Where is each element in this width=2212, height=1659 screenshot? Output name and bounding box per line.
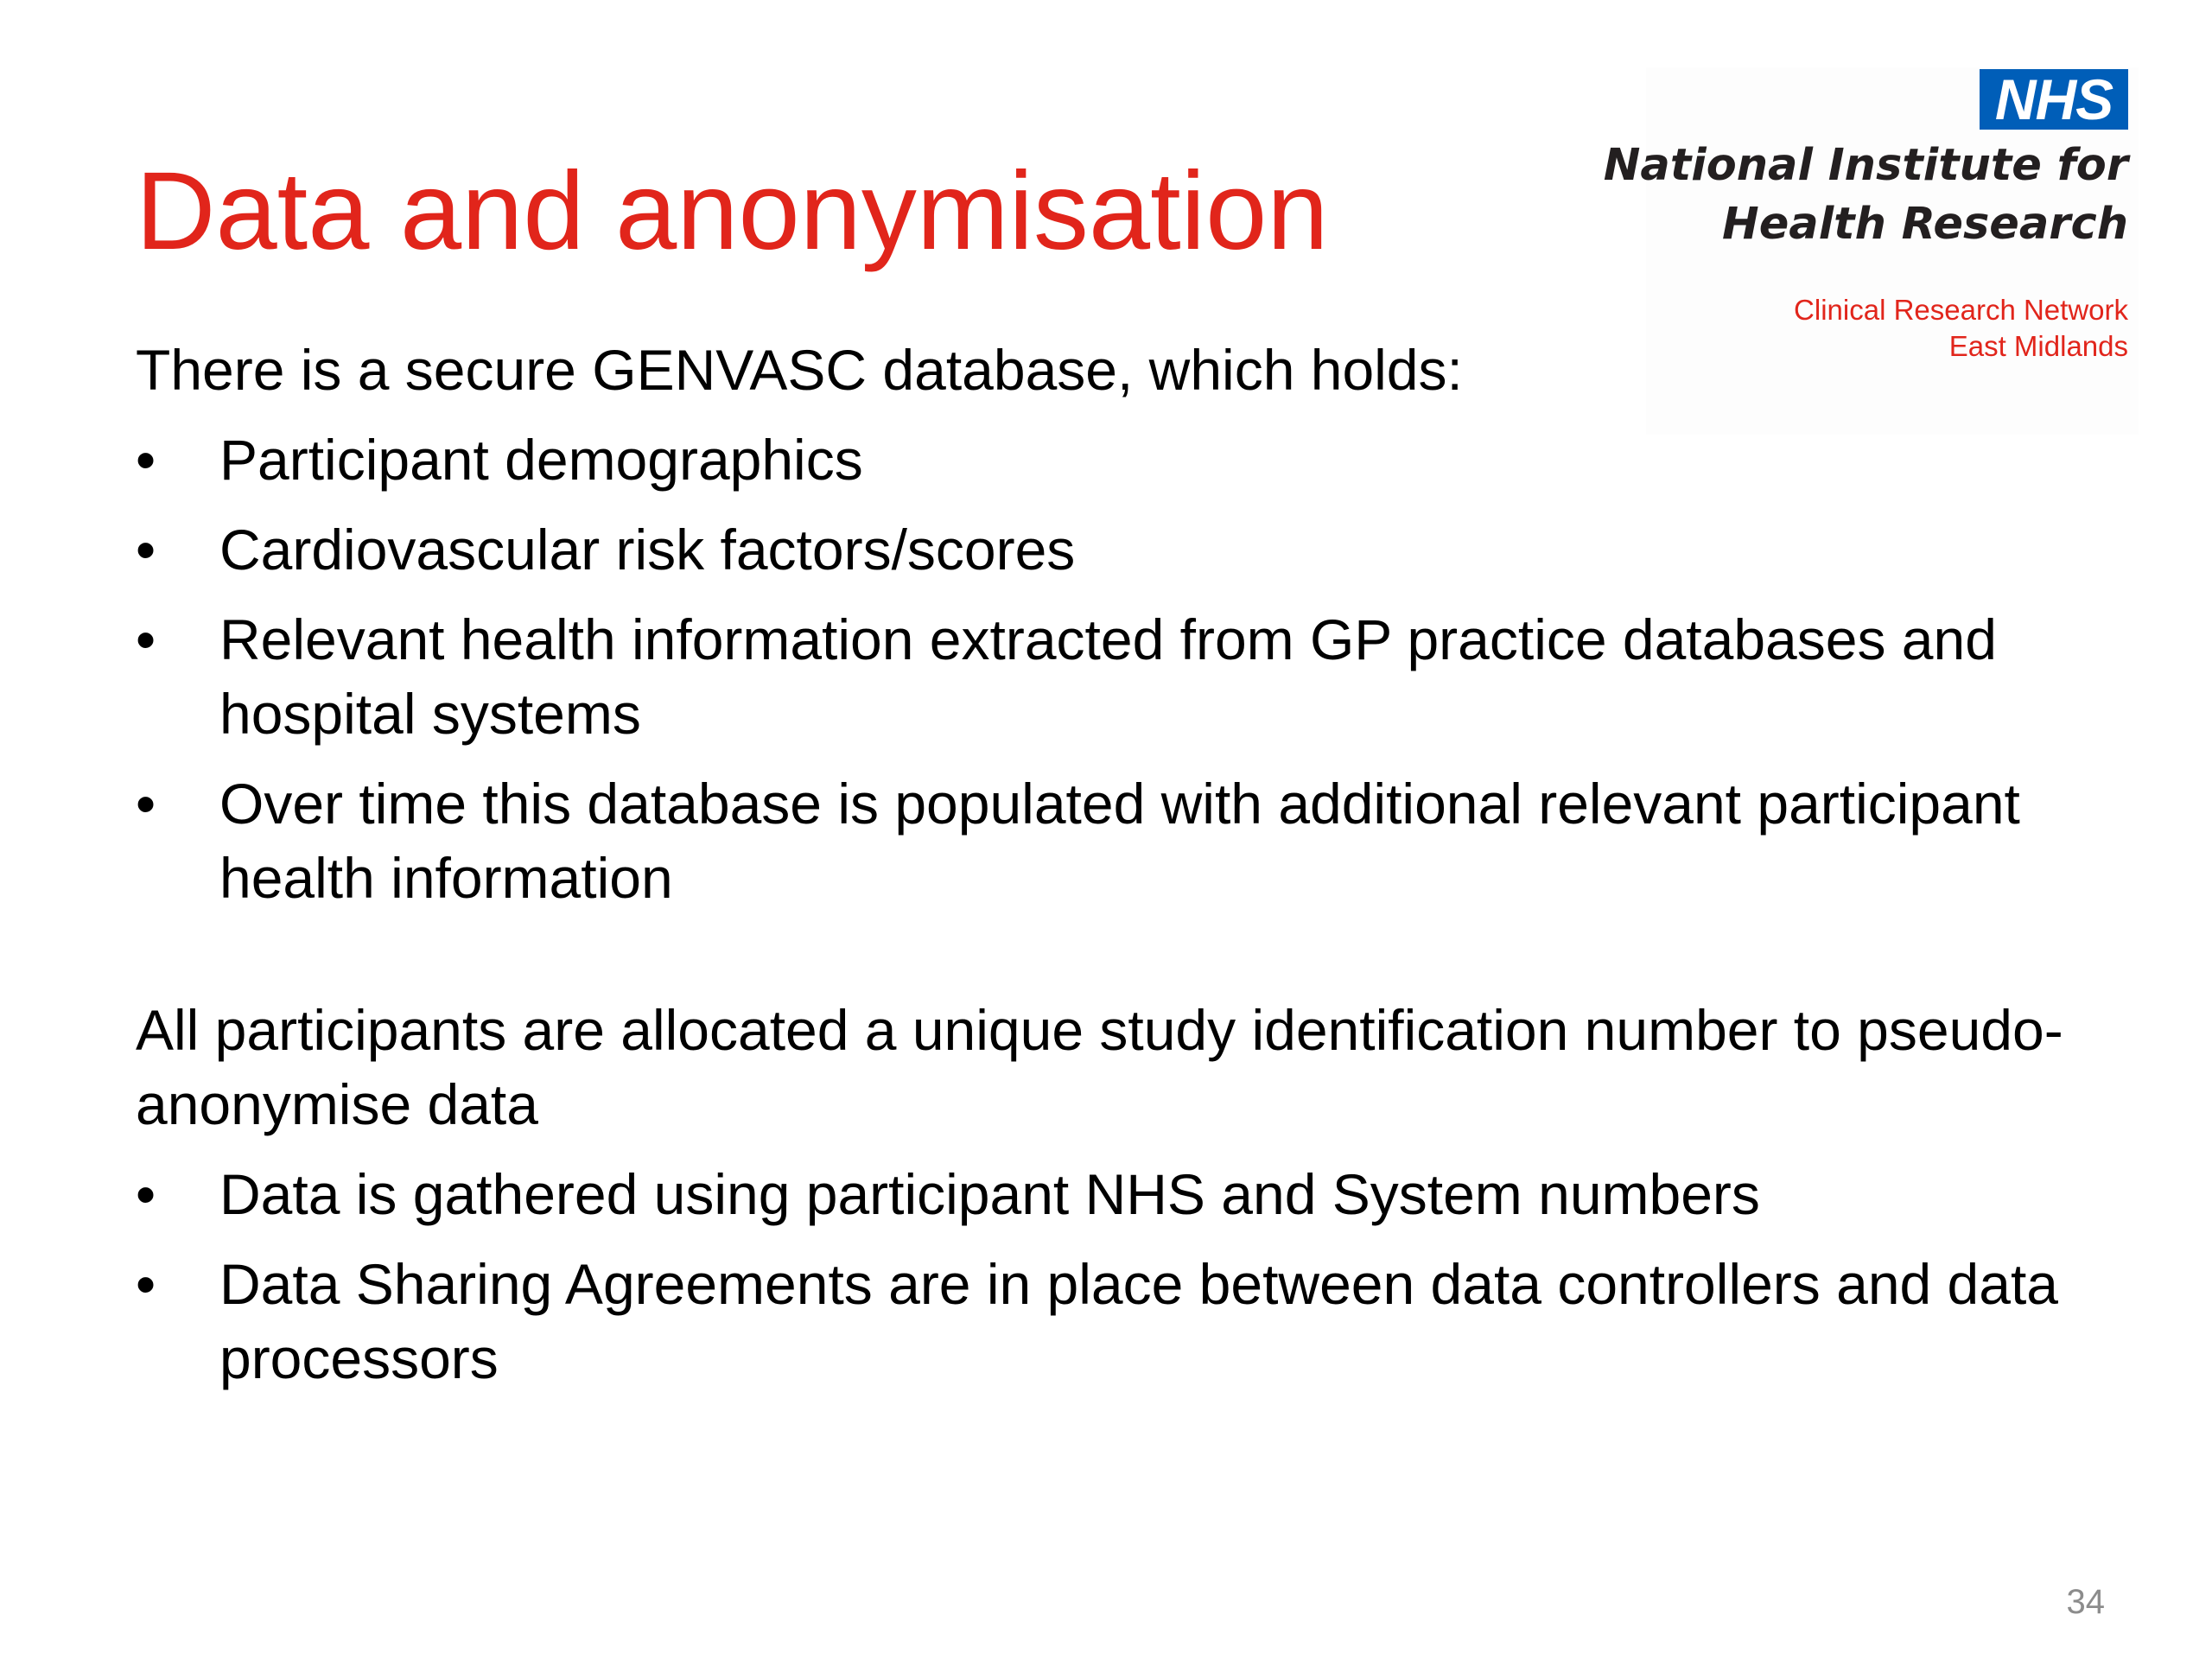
list-item (136, 1157, 2114, 1231)
bullet-icon: • (136, 518, 156, 582)
bullet-icon: • (136, 1162, 156, 1226)
logo-org-line-1: National Institute for (1603, 140, 2128, 191)
slide-title: Data and anonymisation (136, 149, 1329, 273)
logo-org-line-2: Health Research (1722, 199, 2128, 250)
list-item-text: Cardiovascular risk factors/scores (219, 518, 1076, 582)
list-item (136, 602, 2114, 751)
bullet-icon: • (136, 428, 156, 492)
list-item (136, 766, 2114, 915)
nhs-badge: NHS (1980, 69, 2128, 130)
list-item-text: Data is gathered using participant NHS and System numbers (219, 1162, 1760, 1226)
list-item-text: Participant demographics (219, 428, 863, 492)
bullet-icon: • (136, 1252, 156, 1316)
list-item (136, 423, 2114, 497)
logo-sub-line-2: East Midlands (1948, 330, 2128, 362)
bullet-list-1 (136, 423, 2114, 915)
list-item (136, 1247, 2114, 1395)
bullet-icon: • (136, 772, 156, 836)
list-item (136, 512, 2114, 587)
intro-paragraph-2: All participants are allocated a unique study identification number to pseudo-anonymise data (136, 998, 2063, 1136)
list-item-text: Relevant health information extracted from GP practice databases and hospital systems (219, 607, 1997, 746)
page-number: 34 (2066, 1583, 2105, 1621)
list-item-text: Data Sharing Agreements are in place between data controllers and data processors (219, 1252, 2059, 1390)
slide-body (136, 333, 2114, 1411)
list-item-text: Over time this database is populated with additional relevant participant health information (219, 772, 2020, 910)
intro-paragraph-1: There is a secure GENVASC database, which holds: (136, 338, 1463, 402)
bullet-list-2 (136, 1157, 2114, 1395)
bullet-icon: • (136, 607, 156, 671)
logo-sub-line-1: Clinical Research Network (1794, 294, 2128, 326)
